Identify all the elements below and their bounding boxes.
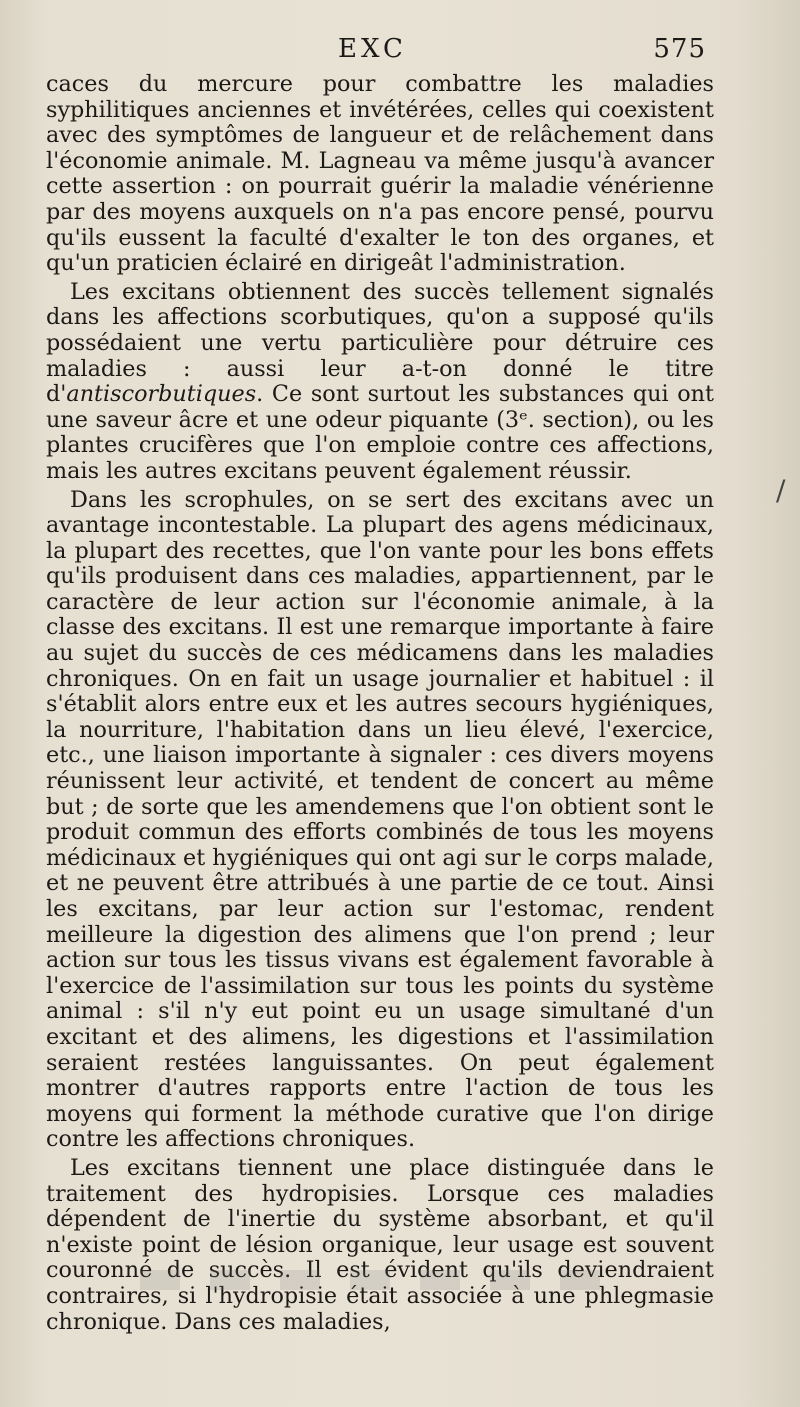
- margin-pen-mark: /: [776, 474, 786, 507]
- page-number: 575: [653, 34, 706, 64]
- paragraph-2-start: Les excitans obtiennent des succès tellement signalés dans les affections scorbutiques, qu'on a supposé qu'ils possédaient une vertu particulière pour détruire ces maladies : aussi leur a-t-on donné le titre d': [46, 278, 714, 408]
- paragraph-3: Dans les scrophules, on se sert des excitans avec un avantage incontestable. La plupart des agens médicinaux, la plupart des recettes, que l'on vante pour les bons effets qu'ils produisent dans ces maladies, appartiennent, par le caractère de leur action sur l'économie animale, à la classe des excitans. Il est une remarque importante à faire au sujet du succès de ces médicamens dans les maladies chroniques. On en fait un usage journalier et habituel : il s'établit alors entre eux et les autres secours hygiéniques, la nourriture, l'habitation dans un lieu élevé, l'exercice, etc., une liaison importante à signaler : ces divers moyens réunissent leur activité, et tendent de concert au même but ; de sorte que les amendemens que l'on obtient sont le produit commun des efforts combinés de tous les moyens médicinaux et hygiéniques qui ont agi sur le corps malade, et ne peuvent être attribués à une partie de ce tout. Ainsi les excitans, par leur action sur l'estomac, rendent meilleure la digestion des alimens que l'on prend ; leur action sur tous les tissus vivans est également favorable à l'exercice de l'assimilation sur tous les points du système animal : s'il n'y eut point eu un usage simultané d'un excitant et des alimens, les digestions et l'assimilation seraient restées languissantes. On peut également montrer d'autres rapports entre l'action de tous les moyens qui forment la méthode curative que l'on dirige contre les affections chroniques.: [46, 486, 714, 1153]
- show-through-bleed: [140, 1270, 600, 1290]
- body-text: [46, 72, 714, 1335]
- paragraph-1: caces du mercure pour combattre les maladies syphilitiques anciennes et invétérées, celles qui coexistent avec des symptômes de langueur et de relâchement dans l'économie animale. M. Lagneau va même jusqu'à avancer cette assertion : on pourrait guérir la maladie vénérienne par des moyens auxquels on n'a pas encore pensé, pourvu qu'ils eussent la faculté d'exalter le ton des organes, et qu'un praticien éclairé en dirigeât l'administration.: [46, 71, 714, 277]
- running-head: EXC: [338, 34, 407, 64]
- italic-term: antiscorbutiques: [66, 381, 257, 408]
- paragraph-2: [46, 280, 714, 485]
- paragraph-4: Les excitans tiennent une place distinguée dans le traitement des hydropisies. Lorsque ces maladies dépendent de l'inertie du système absorbant, et qu'il n'existe point de lésion organique, leur usage est souvent couronné de succès. Il est évident qu'ils deviendraient contraires, si l'hydropisie était associée à une phlegmasie chronique. Dans ces maladies,: [46, 1154, 714, 1335]
- page-header: [46, 34, 706, 70]
- paragraph-2-end: . Ce sont surtout les substances qui ont une saveur âcre et une odeur piquante (3ᵉ. section), ou les plantes crucifères que l'on emploie contre ces affections, mais les autres excitans peuvent également réussir.: [46, 381, 714, 484]
